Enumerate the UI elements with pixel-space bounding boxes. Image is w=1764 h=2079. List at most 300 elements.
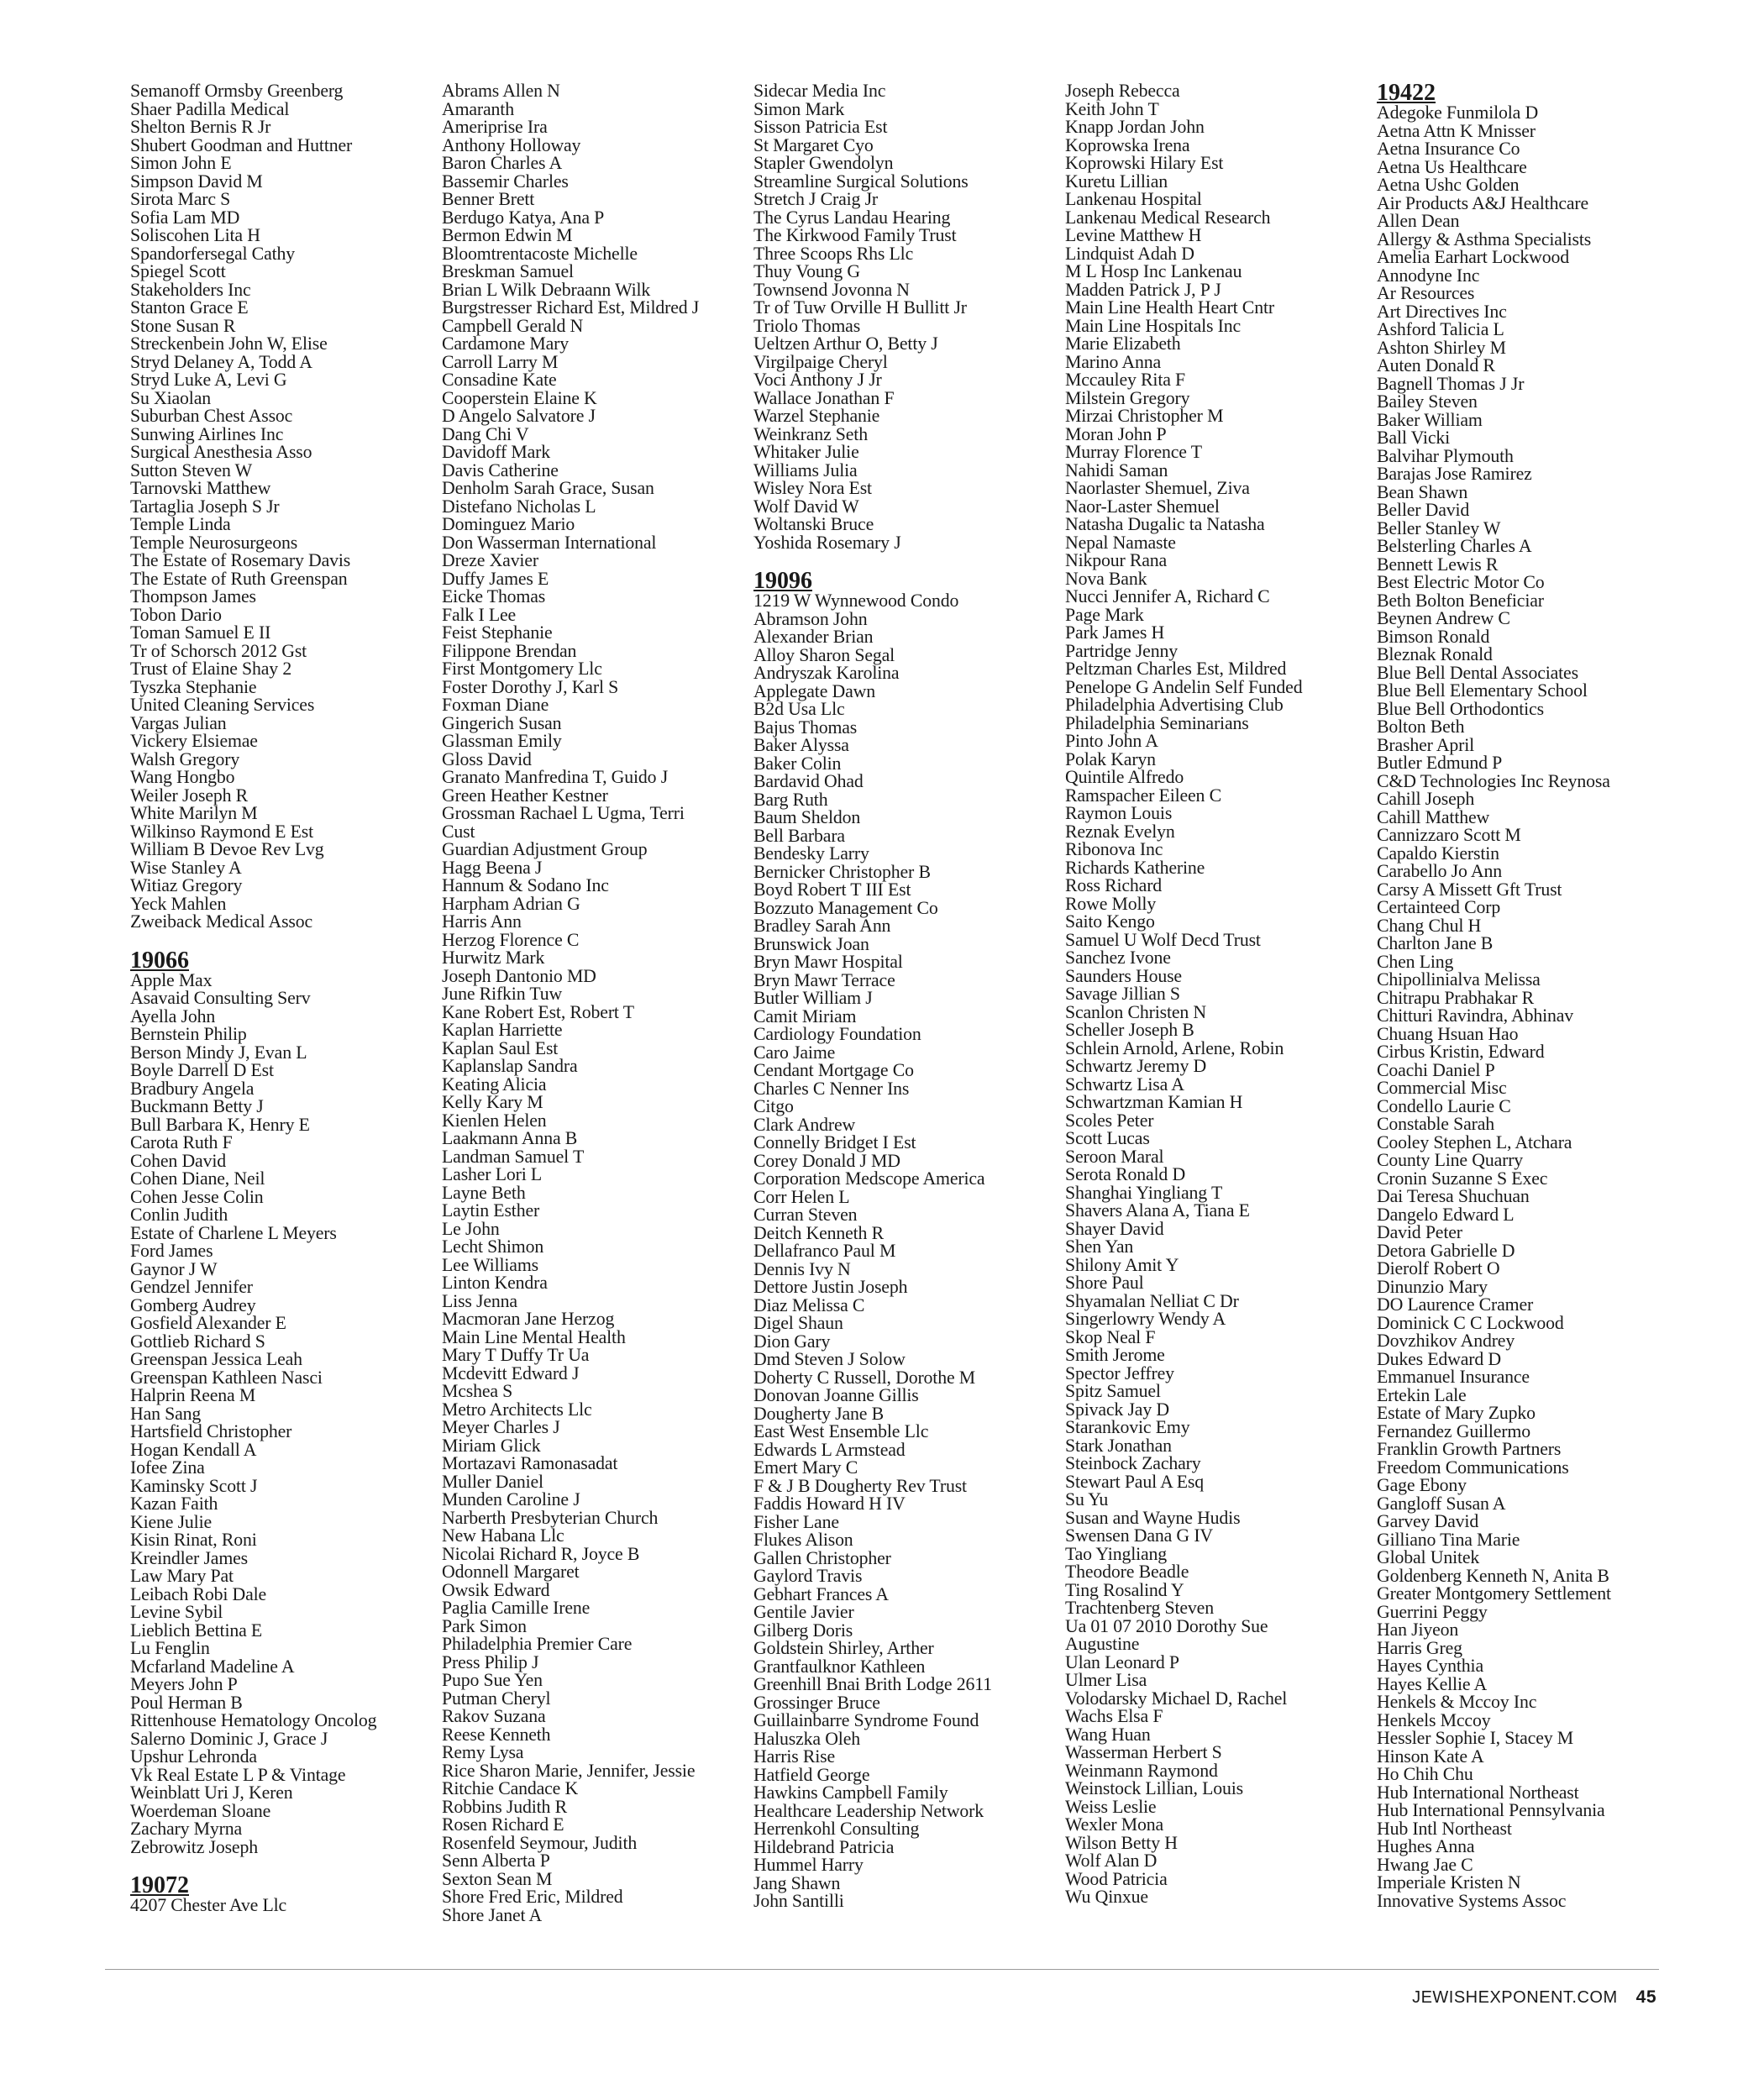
list-item: Scoles Peter (1065, 1110, 1154, 1131)
list-item: Fernandez Guillermo (1377, 1420, 1530, 1441)
list-item: Charles C Nenner Ins (753, 1078, 910, 1099)
list-item: Natasha Dugalic ta Natasha (1065, 514, 1265, 534)
list-item: Abramson John (753, 608, 868, 629)
zip-heading: 19072 (130, 1872, 189, 1898)
list-item: Wasserman Herbert S (1065, 1742, 1222, 1762)
list-item: Williams Julia (753, 459, 858, 480)
list-item: Distefano Nicholas L (442, 496, 596, 517)
list-item: Lankenau Hospital (1065, 189, 1202, 209)
list-item: Wallace Jonathan F (753, 387, 895, 408)
list-item: Chipollinialva Melissa (1377, 969, 1541, 990)
list-item: Madden Patrick J, P J (1065, 279, 1221, 300)
list-item: F & J B Dougherty Rev Trust (753, 1475, 967, 1496)
list-item: Lee Williams (442, 1254, 538, 1275)
list-item: Weinmann Raymond (1065, 1760, 1218, 1781)
list-item: Bimson Ronald (1377, 626, 1490, 647)
list-item: Cooley Stephen L, Atchara (1377, 1131, 1572, 1152)
list-item: Stretch J Craig Jr (753, 189, 879, 209)
list-item: Soliscohen Lita H (130, 225, 260, 245)
list-item: Annodyne Inc (1377, 265, 1480, 286)
list-item: Zachary Myrna (130, 1819, 243, 1839)
list-item: Grantfaulknor Kathleen (753, 1656, 926, 1677)
list-item: Henkels Mccoy (1377, 1709, 1491, 1730)
list-item: Green Heather Kestner (442, 785, 608, 806)
list-item: Starankovic Emy (1065, 1417, 1190, 1437)
list-item: Han Sang (130, 1403, 202, 1424)
list-item: Hagg Beena J (442, 857, 543, 878)
list-item: Ashford Talicia L (1377, 319, 1504, 339)
list-item: Baron Charles A (442, 153, 563, 173)
list-item: Art Directives Inc (1377, 301, 1507, 322)
list-item: Partridge Jenny (1065, 640, 1178, 661)
list-item: Belsterling Charles A (1377, 536, 1532, 556)
list-item: Foster Dorothy J, Karl S (442, 676, 619, 697)
list-item: Hannum & Sodano Inc (442, 875, 609, 895)
list-item: First Montgomery Llc (442, 659, 602, 679)
list-item: Meyer Charles J (442, 1417, 560, 1437)
list-item: Milstein Gregory (1065, 387, 1190, 408)
list-item: Schlein Arnold, Arlene, Robin (1065, 1037, 1284, 1058)
listing-columns (130, 80, 1651, 1925)
list-item: Kisin Rinat, Roni (130, 1530, 257, 1550)
list-item: Berdugo Katya, Ana P (442, 207, 605, 228)
list-item: Bagnell Thomas J Jr (1377, 373, 1525, 394)
list-item: Gilberg Doris (753, 1620, 853, 1641)
list-item: Cahill Joseph (1377, 789, 1475, 809)
list-item: Gentile Javier (753, 1602, 854, 1622)
list-item: Caro Jaime (753, 1042, 836, 1063)
list-item: Vickery Elsiemae (130, 731, 258, 751)
list-item: Knapp Jordan John (1065, 117, 1205, 137)
list-item: 4207 Chester Ave Llc (130, 1895, 287, 1915)
list-item: Suburban Chest Assoc (130, 406, 293, 426)
list-item: Scheller Joseph B (1065, 1020, 1194, 1040)
list-item: Greenspan Jessica Leah (130, 1349, 302, 1369)
list-item: C&D Technologies Inc Reynosa (1377, 770, 1610, 791)
list-item: Schwartz Lisa A (1065, 1074, 1184, 1095)
list-item: Bailey Steven (1377, 391, 1478, 412)
list-item: Lecht Shimon (442, 1236, 544, 1257)
list-item: Ting Rosalind Y (1065, 1579, 1184, 1600)
list-item: Marie Elizabeth (1065, 333, 1181, 354)
list-item: Shaer Padilla Medical (130, 98, 290, 119)
list-item: Ulmer Lisa (1065, 1670, 1147, 1690)
list-item: The Estate of Ruth Greenspan (130, 568, 348, 589)
list-item: Greenhill Bnai Brith Lodge 2611 (753, 1674, 992, 1694)
list-item: Gingerich Susan (442, 712, 562, 733)
list-item: Keating Alicia (442, 1074, 547, 1095)
list-item: Warzel Stephanie (753, 406, 880, 426)
list-item: Weinblatt Uri J, Keren (130, 1782, 293, 1803)
list-item: Alexander Brian (753, 627, 874, 647)
list-item: Greater Montgomery Settlement (1377, 1583, 1611, 1604)
list-item: Lieblich Bettina E (130, 1620, 263, 1641)
list-item: The Kirkwood Family Trust (753, 225, 957, 245)
list-item: Bernicker Christopher B (753, 861, 931, 882)
zip-group (1065, 82, 1368, 1907)
list-item: Ho Chih Chu (1377, 1764, 1473, 1784)
zip-group (130, 1872, 433, 1915)
list-item: Naor-Laster Shemuel (1065, 496, 1220, 517)
list-item: Corr Helen L (753, 1186, 850, 1207)
list-item: Eicke Thomas (442, 586, 546, 606)
list-item: Camit Miriam (753, 1005, 857, 1026)
column-3 (753, 82, 1056, 1911)
list-item: Dmd Steven J Solow (753, 1349, 906, 1369)
page-footer (1412, 1987, 1656, 2008)
list-item: Alloy Sharon Segal (753, 644, 895, 665)
list-item: Halprin Reena M (130, 1385, 256, 1405)
list-item: Boyle Darrell D Est (130, 1060, 274, 1080)
list-item: Murray Florence T (1065, 442, 1202, 462)
list-item: Amelia Earhart Lockwood (1377, 247, 1569, 267)
list-item: Polak Karyn (1065, 748, 1156, 769)
list-item: Mcdevitt Edward J (442, 1362, 580, 1383)
list-item: Seroon Maral (1065, 1146, 1164, 1167)
list-item: Cronin Suzanne S Exec (1377, 1168, 1548, 1189)
list-item: Bryn Mawr Hospital (753, 952, 903, 972)
list-item: Curran Steven (753, 1205, 858, 1225)
list-item: Dukes Edward D (1377, 1348, 1502, 1369)
list-item: Shen Yan (1065, 1236, 1134, 1257)
list-item: Mirzai Christopher M (1065, 406, 1224, 426)
list-item: Best Electric Motor Co (1377, 572, 1545, 592)
list-item: Herrenkohl Consulting (753, 1819, 920, 1839)
list-item: Harris Greg (1377, 1637, 1462, 1658)
list-item: Zebrowitz Joseph (130, 1836, 258, 1857)
list-item: Baum Sheldon (753, 807, 861, 827)
list-item: Hummel Harry (753, 1855, 864, 1875)
list-item: Hughes Anna (1377, 1836, 1475, 1856)
list-item: Freedom Communications (1377, 1457, 1569, 1478)
list-item: The Estate of Rosemary Davis (130, 550, 351, 570)
list-item: Cannizzaro Scott M (1377, 825, 1521, 845)
list-item: Munden Caroline J (442, 1489, 580, 1509)
list-item: Stryd Luke A, Levi G (130, 370, 287, 390)
list-item: Hogan Kendall A (130, 1439, 257, 1460)
list-item: Asavaid Consulting Serv (130, 988, 311, 1008)
list-item: Tarnovski Matthew (130, 478, 271, 498)
list-item: Steinbock Zachary (1065, 1453, 1201, 1473)
list-item: Macmoran Jane Herzog (442, 1309, 615, 1329)
list-item: Remy Lysa (442, 1742, 524, 1762)
list-item: Cardamone Mary (442, 333, 570, 354)
list-item: Landman Samuel T (442, 1146, 585, 1167)
list-item: Cohen David (130, 1150, 226, 1171)
list-item: Wexler Mona (1065, 1814, 1164, 1835)
list-item: John Santilli (753, 1891, 844, 1911)
list-item: Sunwing Airlines Inc (130, 423, 284, 444)
zip-heading: 19066 (130, 947, 189, 974)
footer-site: JEWISHEXPONENT.COM (1412, 1988, 1618, 2007)
list-item: Sutton Steven W (130, 459, 253, 480)
list-item: Butler Edmund P (1377, 753, 1503, 773)
list-item: Woltanski Bruce (753, 514, 874, 534)
list-item: Scanlon Christen N (1065, 1001, 1207, 1022)
list-item: Kienlen Helen (442, 1110, 547, 1131)
list-item: Brunswick Joan (753, 933, 869, 954)
list-item: Dellafranco Paul M (753, 1241, 896, 1261)
list-item: Shavers Alana A, Tiana E (1065, 1200, 1250, 1221)
list-item: Innovative Systems Assoc (1377, 1890, 1567, 1911)
list-item: Samuel U Wolf Decd Trust (1065, 929, 1261, 950)
list-item: Semanoff Ormsby Greenberg (130, 81, 344, 101)
list-item: Clark Andrew (753, 1114, 856, 1135)
list-item: Harris Rise (753, 1746, 836, 1767)
list-item: Bell Barbara (753, 825, 845, 846)
list-item: Dai Teresa Shuchuan (1377, 1186, 1530, 1206)
list-item: Digel Shaun (753, 1313, 843, 1333)
list-item: Spandorfersegal Cathy (130, 243, 295, 264)
list-item: Streamline Surgical Solutions (753, 171, 969, 192)
list-item: DO Laurence Cramer (1377, 1294, 1534, 1315)
list-item: Mortazavi Ramonasadat (442, 1453, 618, 1473)
list-item: Simpson David M (130, 171, 263, 192)
list-item: Spector Jeffrey (1065, 1362, 1174, 1383)
list-item: Dang Chi V (442, 423, 529, 444)
list-item: The Cyrus Landau Hearing (753, 207, 951, 228)
list-item: Tr of Tuw Orville H Bullitt Jr (753, 297, 967, 318)
list-item: Gaynor J W (130, 1258, 218, 1279)
list-item: Dangelo Edward L (1377, 1204, 1515, 1225)
list-item: Lu Fenglin (130, 1638, 210, 1658)
column-2 (442, 82, 744, 1924)
list-item: Wise Stanley A (130, 857, 242, 878)
list-item: Don Wasserman International (442, 532, 657, 553)
column-5 (1377, 82, 1679, 1910)
list-item: Dreze Xavier (442, 550, 538, 570)
list-item: Temple Linda (130, 514, 231, 534)
list-item: Commercial Misc (1377, 1078, 1507, 1098)
list-item: Thompson James (130, 586, 256, 606)
list-item: Philadelphia Seminarians (1065, 712, 1249, 733)
list-item: Kaplan Harriette (442, 1020, 563, 1040)
list-item: Yoshida Rosemary J (753, 532, 901, 553)
list-item: Schwartzman Kamian H (1065, 1092, 1243, 1112)
list-item: Sanchez Ivone (1065, 948, 1171, 968)
list-item: Corey Donald J MD (753, 1150, 900, 1171)
list-item: David Peter (1377, 1222, 1462, 1242)
list-item: Amaranth (442, 98, 514, 119)
list-item: Gomberg Audrey (130, 1294, 256, 1315)
list-item: Rowe Molly (1065, 893, 1157, 914)
list-item: Owsik Edward (442, 1579, 550, 1600)
list-item: Goldstein Shirley, Arther (753, 1638, 934, 1658)
list-item: Campbell Gerald N (442, 315, 584, 336)
list-item: Gangloff Susan A (1377, 1493, 1506, 1514)
list-item: Dominick C C Lockwood (1377, 1312, 1564, 1333)
list-item: Bermon Edwin M (442, 225, 573, 245)
list-item: Cohen Diane, Neil (130, 1168, 265, 1189)
list-item: Benner Brett (442, 189, 535, 209)
list-item: Nikpour Rana (1065, 550, 1168, 570)
list-item: Yeck Mahlen (130, 893, 227, 914)
list-item: United Cleaning Services (130, 695, 315, 715)
list-item: Shubert Goodman and Huttner (130, 134, 353, 155)
list-item: Flukes Alison (753, 1530, 853, 1550)
list-item: Mary T Duffy Tr Ua (442, 1345, 590, 1365)
list-item: Wang Huan (1065, 1724, 1151, 1745)
list-item: Lasher Lori L (442, 1164, 543, 1184)
list-item: Ertekin Lale (1377, 1384, 1467, 1405)
list-item: Bendesky Larry (753, 843, 869, 864)
list-item: Main Line Hospitals Inc (1065, 315, 1242, 336)
list-item: Stark Jonathan (1065, 1435, 1172, 1456)
list-item: Granato Manfredina T, Guido J (442, 767, 669, 787)
list-item: Davidoff Mark (442, 442, 551, 462)
list-item: Ball Vicki (1377, 428, 1450, 448)
list-item: Paglia Camille Irene (442, 1598, 591, 1618)
list-item: Charlton Jane B (1377, 933, 1494, 953)
list-item: Garvey David (1377, 1511, 1479, 1531)
list-item: Putman Cheryl (442, 1688, 551, 1709)
list-item: Shore Janet A (442, 1904, 543, 1925)
list-item: Laytin Esther (442, 1200, 540, 1221)
list-item: Liss Jenna (442, 1290, 517, 1311)
list-item: Anthony Holloway (442, 134, 581, 155)
list-item: Tao Yingliang (1065, 1543, 1168, 1564)
list-item: Savage Jillian S (1065, 984, 1180, 1004)
list-item: Baker William (1377, 409, 1483, 430)
list-item: Rittenhouse Hematology Oncolog (130, 1710, 377, 1730)
list-item: Stryd Delaney A, Todd A (130, 351, 312, 372)
list-item: Chen Ling (1377, 951, 1454, 972)
list-item: Ross Richard (1065, 875, 1163, 895)
list-item: Burgstresser Richard Est, Mildred J (442, 297, 700, 318)
list-item: Rosenfeld Seymour, Judith (442, 1832, 638, 1853)
list-item: Bean Shawn (1377, 481, 1468, 502)
list-item: Aetna Us Healthcare (1377, 156, 1527, 177)
list-item: Herzog Florence C (442, 929, 580, 950)
list-item: Bloomtrentacoste Michelle (442, 243, 638, 264)
list-item: Surgical Anesthesia Asso (130, 442, 312, 462)
list-item: Kaplanslap Sandra (442, 1056, 578, 1076)
list-item: Certainteed Corp (1377, 897, 1501, 917)
list-item: Adegoke Funmilola D (1377, 102, 1539, 123)
list-item: Barajas Jose Ramirez (1377, 464, 1532, 484)
list-item: St Margaret Cyo (753, 134, 874, 155)
list-item: Boyd Robert T III Est (753, 879, 911, 900)
list-item: Carsy A Missett Gft Trust (1377, 879, 1562, 900)
list-item: Stanton Grace E (130, 297, 249, 318)
list-item: Bajus Thomas (753, 717, 858, 738)
list-item: B2d Usa Llc (753, 699, 845, 719)
list-item: Gebhart Frances A (753, 1583, 889, 1604)
list-item: Linton Kendra (442, 1273, 548, 1293)
list-item: Spiegel Scott (130, 261, 226, 281)
list-item: Blue Bell Orthodontics (1377, 698, 1544, 719)
list-item: Corporation Medscope America (753, 1168, 985, 1189)
list-item: Brian L Wilk Debraann Wilk (442, 279, 651, 300)
list-item: Park Simon (442, 1615, 527, 1636)
list-item: Hayes Cynthia (1377, 1656, 1483, 1676)
list-item: Condello Laurie C (1377, 1095, 1511, 1116)
list-item: Conlin Judith (130, 1205, 228, 1225)
list-item: Kelly Kary M (442, 1092, 543, 1112)
list-item: Senn Alberta P (442, 1851, 550, 1871)
list-item: Hatfield George (753, 1764, 870, 1785)
list-item: Buckmann Betty J (130, 1096, 264, 1116)
list-item: Skop Neal F (1065, 1326, 1156, 1347)
list-item: Air Products A&J Healthcare (1377, 192, 1588, 213)
list-item: Joseph Dantonio MD (442, 965, 596, 986)
zip-group (130, 82, 433, 932)
list-item: Hurwitz Mark (442, 948, 545, 968)
list-item: Kaplan Saul Est (442, 1037, 559, 1058)
list-item: Nicolai Richard R, Joyce B (442, 1543, 640, 1564)
list-item: Davis Catherine (442, 459, 559, 480)
list-item: Applegate Dawn (753, 680, 875, 701)
list-item: Beth Bolton Beneficiar (1377, 590, 1544, 611)
list-item: Levine Sybil (130, 1602, 223, 1622)
list-item: Three Scoops Rhs Llc (753, 243, 914, 264)
list-item: Hinson Kate A (1377, 1746, 1484, 1767)
list-item: Tyszka Stephanie (130, 676, 257, 697)
list-item: Laakmann Anna B (442, 1128, 578, 1148)
list-item: Allergy & Asthma Specialists (1377, 228, 1592, 249)
list-item: Aetna Attn K Mnisser (1377, 120, 1536, 141)
list-item: Shilony Amit Y (1065, 1254, 1179, 1275)
list-item: Dennis Ivy N (753, 1258, 851, 1279)
list-item: Weiler Joseph R (130, 785, 249, 806)
list-item: Gloss David (442, 748, 532, 769)
list-item: Healthcare Leadership Network (753, 1800, 984, 1821)
list-item: Lankenau Medical Research (1065, 207, 1271, 228)
list-item: Philadelphia Advertising Club (1065, 695, 1284, 715)
list-item: Townsend Jovonna N (753, 279, 910, 300)
list-item: Page Mark (1065, 604, 1144, 625)
list-item: Triolo Thomas (753, 315, 861, 336)
list-item: Pupo Sue Yen (442, 1670, 543, 1690)
list-item: Global Unitek (1377, 1547, 1480, 1567)
list-item: Ayella John (130, 1005, 216, 1026)
list-item: Deitch Kenneth R (753, 1222, 884, 1243)
list-item: William B Devoe Rev Lvg (130, 839, 324, 859)
list-item: Hawkins Campbell Family (753, 1782, 948, 1803)
list-item: Imperiale Kristen N (1377, 1872, 1521, 1893)
list-item: Kuretu Lillian (1065, 171, 1168, 192)
list-item: Whitaker Julie (753, 442, 859, 462)
list-item: Ribonova Inc (1065, 839, 1163, 859)
list-item: Guillainbarre Syndrome Found (753, 1710, 979, 1730)
list-item: Nepal Namaste (1065, 532, 1176, 553)
list-item: Rice Sharon Marie, Jennifer, Jessie (442, 1760, 696, 1781)
list-item: Falk I Lee (442, 604, 517, 625)
list-item: Iofee Zina (130, 1457, 205, 1478)
list-item: Simon John E (130, 153, 232, 173)
page-number: 45 (1635, 1987, 1656, 2007)
list-item: Leibach Robi Dale (130, 1583, 267, 1604)
list-item: Allen Dean (1377, 211, 1460, 231)
list-item: Cooperstein Elaine K (442, 387, 597, 408)
list-item: Fisher Lane (753, 1511, 839, 1532)
list-item: Odonnell Margaret (442, 1562, 580, 1582)
list-item: Goldenberg Kenneth N, Anita B (1377, 1565, 1609, 1586)
list-item: Breskman Samuel (442, 261, 574, 281)
list-item: Sofia Lam MD (130, 207, 240, 228)
list-item: Gilliano Tina Marie (1377, 1529, 1520, 1550)
list-item: Kazan Faith (130, 1494, 218, 1514)
list-item: Bolton Beth (1377, 717, 1465, 737)
list-item: Carroll Larry M (442, 351, 559, 372)
list-item: Pinto John A (1065, 731, 1158, 751)
list-item: Spitz Samuel (1065, 1381, 1161, 1401)
list-item: Faddis Howard H IV (753, 1494, 906, 1514)
list-item: Tr of Schorsch 2012 Gst (130, 640, 307, 661)
list-item: Emert Mary C (753, 1457, 858, 1478)
list-item: Consadine Kate (442, 370, 557, 390)
list-item: Hildebrand Patricia (753, 1836, 895, 1857)
